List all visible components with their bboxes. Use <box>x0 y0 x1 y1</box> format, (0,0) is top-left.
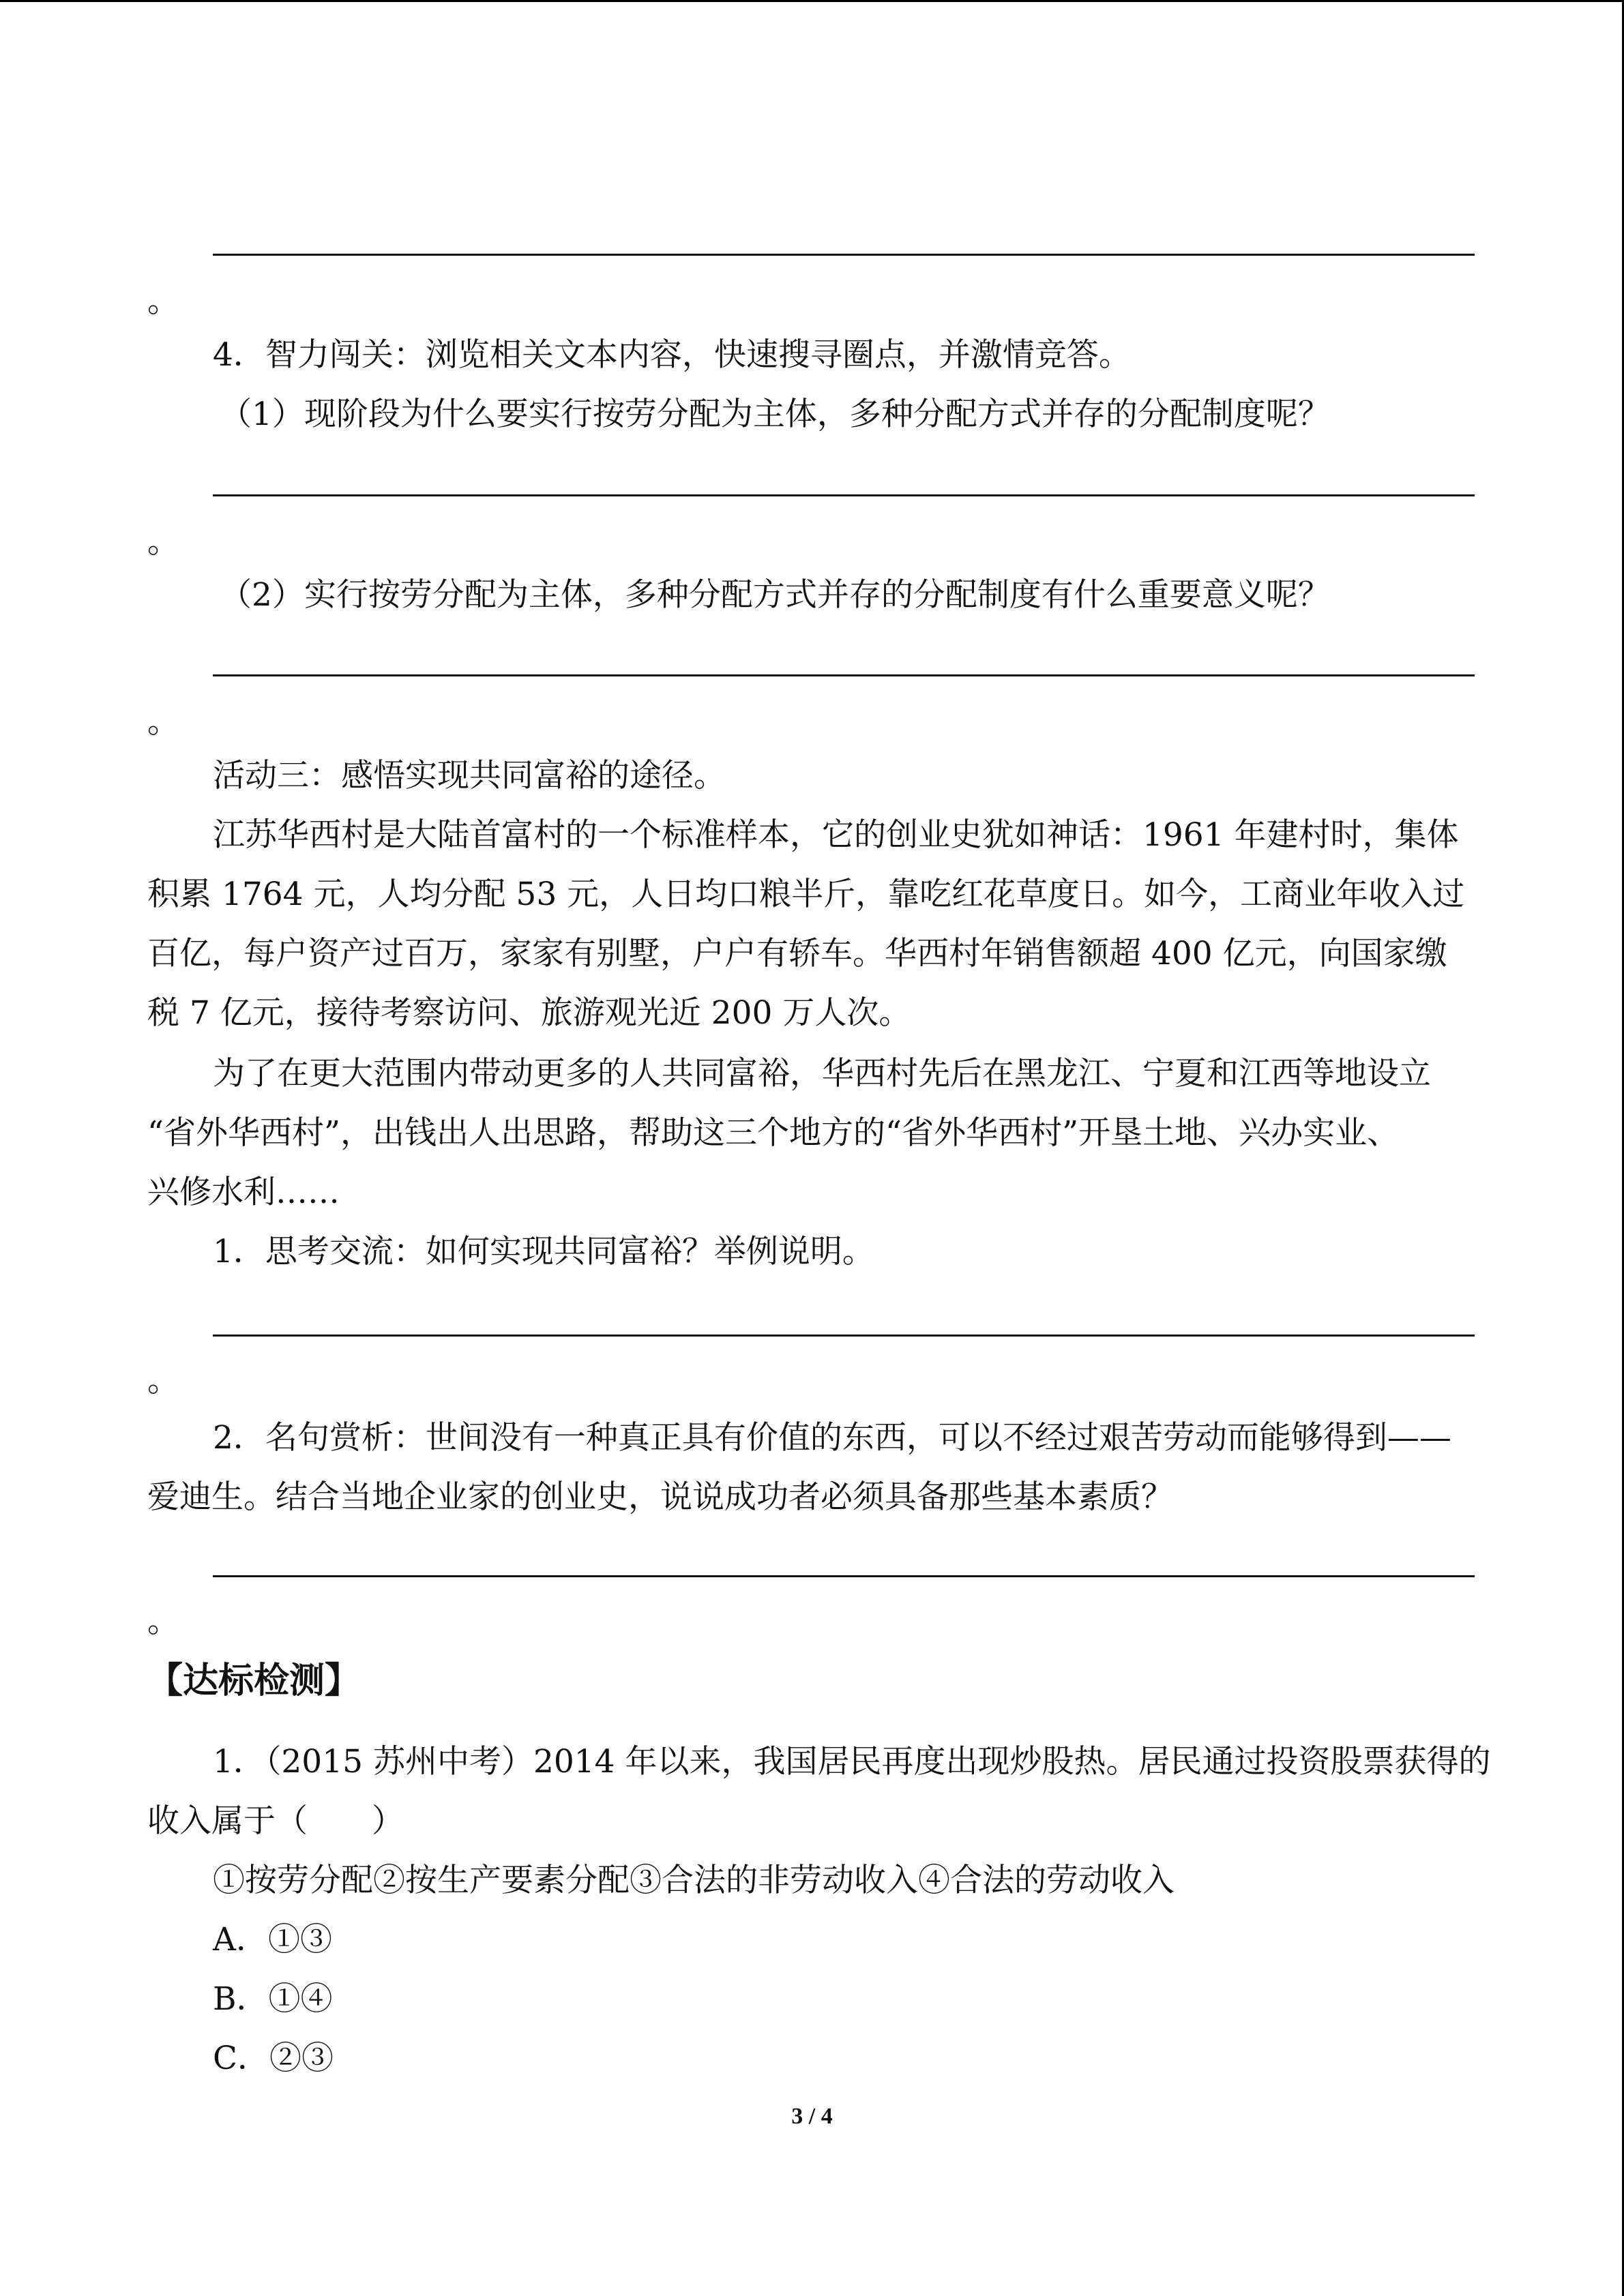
activity-3-question-2: 2．名句赏析：世间没有一种真正具有价值的东西，可以不经过艰苦劳动而能够得到—— <box>213 1419 1451 1457</box>
activity-3-question-1: 1．思考交流：如何实现共同富裕？举例说明。 <box>213 1233 874 1270</box>
assessment-statements: ①按劳分配②按生产要素分配③合法的非劳动收入④合法的劳动收入 <box>213 1862 1175 1899</box>
answer-line <box>213 674 1475 676</box>
answer-line <box>213 494 1475 496</box>
paragraph-line: 积累 1764 元，人均分配 53 元，人日均口粮半斤，靠吃红花草度日。如今，工商业年收入过 <box>147 876 1465 913</box>
option-c: C．②③ <box>213 2040 334 2077</box>
paragraph-line: 百亿，每户资产过百万，家家有别墅，户户有轿车。华西村年销售额超 400 亿元，向国家缴 <box>147 935 1447 972</box>
end-mark: 。 <box>147 703 179 741</box>
activity-3-question-2-cont: 爱迪生。结合当地企业家的创业史，说说成功者必须具备那些基本素质？ <box>147 1478 1173 1516</box>
assessment-question-1: 1．（2015 苏州中考）2014 年以来，我国居民再度出现炒股热。居民通过投资股票获得的 <box>213 1743 1491 1780</box>
end-mark: 。 <box>147 523 179 561</box>
page-number: 3 / 4 <box>791 2104 833 2129</box>
page-border-top <box>0 0 1624 2</box>
section-heading: 【达标检测】 <box>147 1660 361 1701</box>
question-4-1: （1）现阶段为什么要实行按劳分配为主体，多种分配方式并存的分配制度呢？ <box>220 396 1330 433</box>
paragraph-line: 江苏华西村是大陆首富村的一个标准样本，它的创业史犹如神话：1961 年建村时，集体 <box>213 816 1459 854</box>
end-mark: 。 <box>147 1602 179 1640</box>
paragraph-line: “省外华西村”，出钱出人出思路，帮助这三个地方的“省外华西村”开垦土地、兴办实业、 <box>147 1114 1400 1152</box>
answer-line <box>213 1335 1475 1337</box>
activity-3-title: 活动三：感悟实现共同富裕的途径。 <box>213 757 726 794</box>
paragraph-line: 为了在更大范围内带动更多的人共同富裕，华西村先后在黑龙江、宁夏和江西等地设立 <box>213 1055 1431 1092</box>
paragraph-line: 兴修水利…… <box>147 1174 340 1211</box>
assessment-question-1-cont: 收入属于（ ） <box>147 1802 404 1840</box>
answer-line <box>213 254 1475 256</box>
option-b: B．①④ <box>213 1980 333 2018</box>
option-a: A．①③ <box>213 1921 332 1958</box>
paragraph-line: 税 7 亿元，接待考察访问、旅游观光近 200 万人次。 <box>147 994 911 1032</box>
question-4-title: 4．智力闯关：浏览相关文本内容，快速搜寻圈点，并激情竞答。 <box>213 336 1131 374</box>
answer-line <box>213 1575 1475 1577</box>
question-4-2: （2）实行按劳分配为主体，多种分配方式并存的分配制度有什么重要意义呢？ <box>220 576 1330 614</box>
end-mark: 。 <box>147 282 179 320</box>
end-mark: 。 <box>147 1362 179 1399</box>
